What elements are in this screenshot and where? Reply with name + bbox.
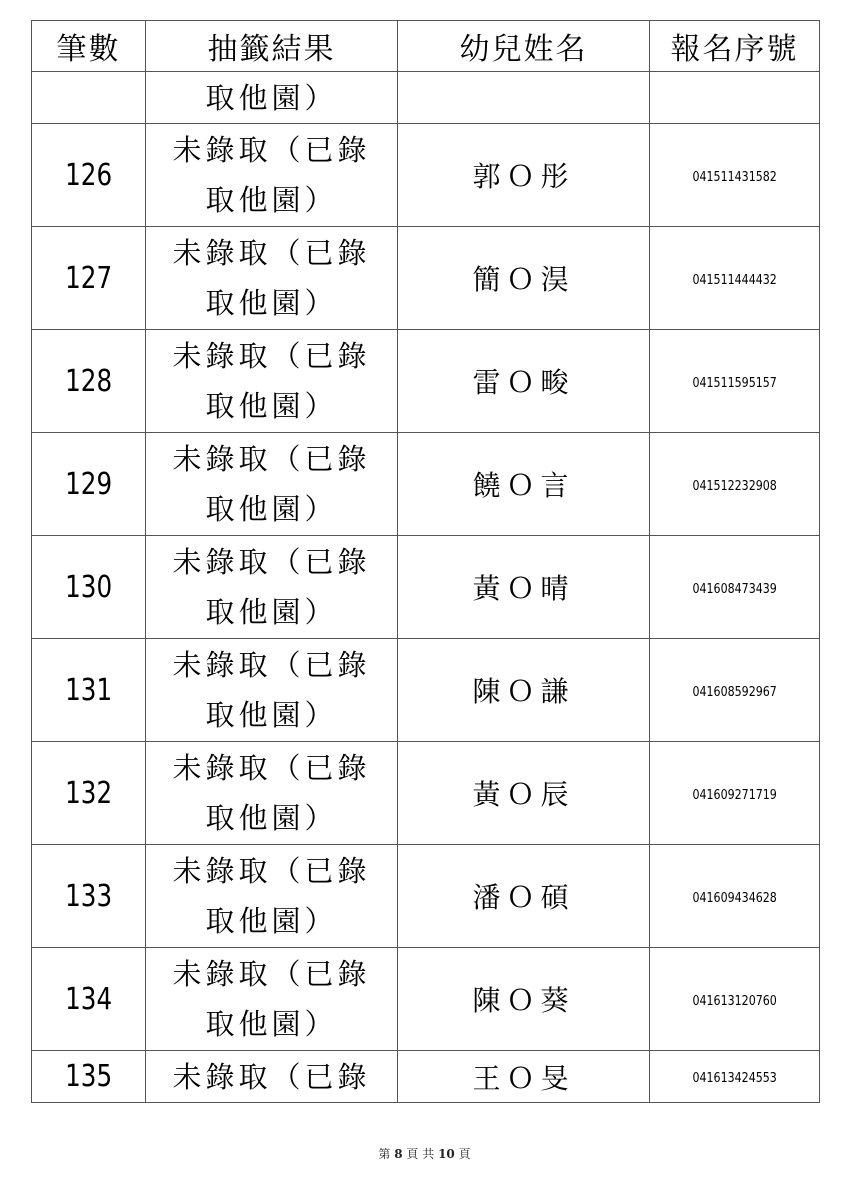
row-serial-cell [650, 742, 820, 845]
table-row [32, 330, 820, 433]
row-serial: 041511431582 [692, 169, 777, 185]
row-serial: 041613120760 [692, 993, 777, 1009]
continuation-result: 取他園） [146, 72, 398, 124]
row-no-cell [32, 330, 146, 433]
footer-suffix: 頁 [458, 1147, 471, 1161]
row-name-cell [398, 742, 650, 845]
row-result-cell [146, 948, 398, 1051]
footer-total-pages: 10 [438, 1147, 455, 1161]
header-row [32, 21, 820, 72]
row-number: 129 [65, 466, 112, 502]
row-result-cell [146, 330, 398, 433]
row-number: 134 [65, 981, 112, 1017]
row-child-name: 饒Ｏ言 [472, 469, 575, 502]
row-serial: 041608592967 [692, 684, 777, 700]
row-serial: 041609434628 [692, 890, 777, 906]
row-result-line2: 取他園） [205, 698, 338, 732]
continuation-name [398, 72, 650, 124]
row-result-line2: 取他園） [205, 904, 338, 938]
row-result-cell [146, 536, 398, 639]
row-serial-cell [650, 948, 820, 1051]
continuation-row [32, 72, 820, 124]
row-result-line1: 未錄取（已錄 [172, 854, 371, 888]
row-no-cell [32, 742, 146, 845]
row-result-line1: 未錄取（已錄 [172, 545, 371, 579]
row-name-cell [398, 433, 650, 536]
row-number: 128 [65, 363, 112, 399]
row-result-cell [146, 433, 398, 536]
row-no-cell [32, 639, 146, 742]
row-serial-cell [650, 639, 820, 742]
row-child-name: 潘Ｏ碩 [472, 881, 575, 914]
row-no-cell [32, 124, 146, 227]
row-serial-cell [650, 433, 820, 536]
table-row [32, 948, 820, 1051]
row-result-line1: 未錄取（已錄 [172, 442, 371, 476]
table-row [32, 845, 820, 948]
row-serial: 041609271719 [692, 787, 777, 803]
table-header [32, 21, 820, 72]
table-row [32, 227, 820, 330]
row-no-cell [32, 1051, 146, 1103]
row-result-cell [146, 124, 398, 227]
row-name-cell [398, 948, 650, 1051]
page-footer [0, 1145, 849, 1162]
row-number: 127 [65, 260, 112, 296]
row-result-line1: 未錄取（已錄 [172, 236, 371, 270]
table-body [32, 72, 820, 1103]
row-child-name: 黃Ｏ晴 [472, 572, 575, 605]
row-child-name: 黃Ｏ辰 [472, 778, 575, 811]
row-result-line1: 未錄取（已錄 [172, 339, 371, 373]
row-serial-cell [650, 330, 820, 433]
row-serial: 041511595157 [692, 375, 777, 391]
row-result-line2: 取他園） [205, 801, 338, 835]
row-name-cell [398, 845, 650, 948]
row-result-cell [146, 1051, 398, 1103]
row-name-cell [398, 124, 650, 227]
row-no-cell [32, 433, 146, 536]
row-serial-cell [650, 1051, 820, 1103]
continuation-serial [650, 72, 820, 124]
table-row [32, 639, 820, 742]
row-no-cell [32, 227, 146, 330]
row-result-line1: 未錄取（已錄 [172, 133, 371, 167]
row-result-line2: 取他園） [205, 1007, 338, 1041]
row-result-line1: 未錄取（已錄 [172, 957, 371, 991]
row-number: 126 [65, 157, 112, 193]
row-serial-cell [650, 227, 820, 330]
row-result-line2: 取他園） [205, 286, 338, 320]
row-number: 130 [65, 569, 112, 605]
row-result-cell [146, 742, 398, 845]
table-row [32, 433, 820, 536]
table-row [32, 124, 820, 227]
row-name-cell [398, 639, 650, 742]
results-table [31, 20, 820, 1103]
row-serial: 041608473439 [692, 581, 777, 597]
row-no-cell [32, 536, 146, 639]
footer-page-number: 8 [394, 1147, 403, 1161]
row-result-line2: 取他園） [205, 183, 338, 217]
header-no: 筆數 [32, 21, 146, 72]
row-result-cell [146, 639, 398, 742]
row-no-cell [32, 948, 146, 1051]
row-serial: 041512232908 [692, 478, 777, 494]
row-result-cell [146, 845, 398, 948]
row-serial-cell [650, 845, 820, 948]
row-serial: 041511444432 [692, 272, 777, 288]
row-child-name: 郭Ｏ彤 [472, 160, 575, 193]
continuation-no [32, 72, 146, 124]
row-name-cell [398, 227, 650, 330]
row-number: 135 [65, 1059, 112, 1094]
row-serial-cell [650, 124, 820, 227]
row-serial: 041613424553 [692, 1071, 777, 1086]
footer-prefix: 第 [378, 1147, 391, 1161]
table-row [32, 536, 820, 639]
row-result-cell [146, 227, 398, 330]
table-row [32, 742, 820, 845]
row-result-line1: 未錄取（已錄 [172, 1059, 371, 1094]
row-child-name: 陳Ｏ謙 [472, 675, 575, 708]
row-name-cell [398, 1051, 650, 1103]
row-result-line1: 未錄取（已錄 [172, 648, 371, 682]
row-number: 133 [65, 878, 112, 914]
table-row-last [32, 1051, 820, 1103]
row-serial-cell [650, 536, 820, 639]
header-name: 幼兒姓名 [398, 21, 650, 72]
row-name-cell [398, 330, 650, 433]
row-result-line2: 取他園） [205, 492, 338, 526]
footer-middle: 頁 共 [406, 1147, 435, 1161]
row-result-line2: 取他園） [205, 389, 338, 423]
row-number: 131 [65, 672, 112, 708]
header-result: 抽籤結果 [146, 21, 398, 72]
row-child-name: 雷Ｏ畯 [472, 366, 575, 399]
row-child-name: 王Ｏ旻 [472, 1061, 575, 1095]
row-result-line1: 未錄取（已錄 [172, 751, 371, 785]
row-child-name: 簡Ｏ淏 [472, 263, 575, 296]
header-serial: 報名序號 [650, 21, 820, 72]
row-name-cell [398, 536, 650, 639]
row-result-line2: 取他園） [205, 595, 338, 629]
row-child-name: 陳Ｏ葵 [472, 984, 575, 1017]
row-no-cell [32, 845, 146, 948]
row-number: 132 [65, 775, 112, 811]
